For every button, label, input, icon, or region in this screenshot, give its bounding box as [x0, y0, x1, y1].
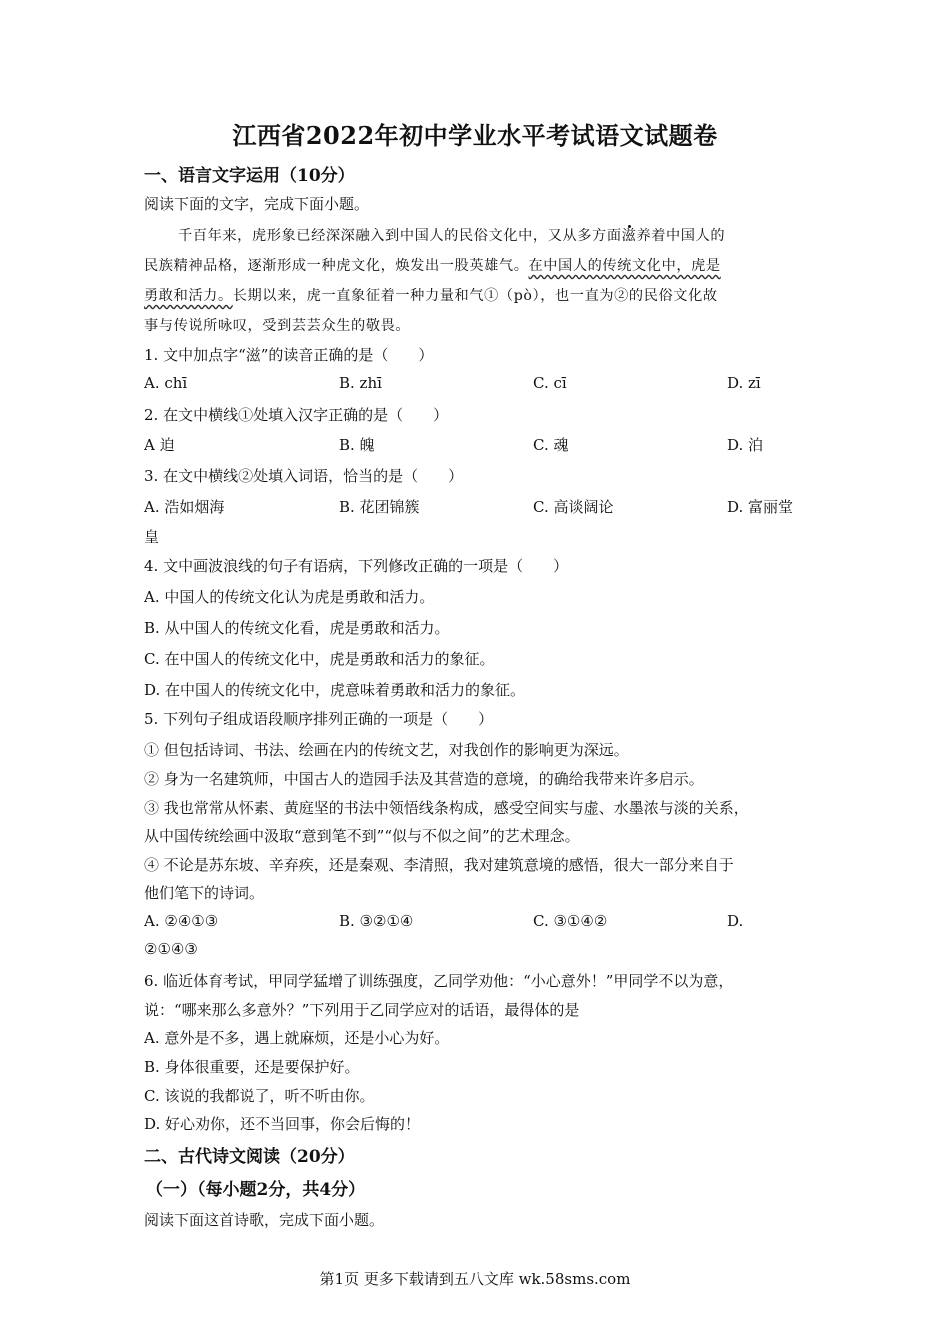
q1-option-a: A. chī — [144, 374, 188, 392]
section2-subheading: （一）（每小题2分，共4分） — [146, 1180, 366, 1200]
passage-text: 长期以来，虎一直象征着一种力量和气①（pò），也一直为②的民俗文化故 — [232, 288, 718, 304]
q2-option-c: C. 魂 — [533, 436, 569, 454]
q2-option-d: D. 泊 — [727, 436, 764, 454]
q5-sentence-3: ③ 我也常常从怀素、黄庭坚的书法中领悟线条构成，感受空间实与虚、水墨浓与淡的关系， — [144, 799, 749, 817]
q5-option-c: C. ③①④② — [533, 912, 608, 930]
q4-option-b: B. 从中国人的传统文化看，虎是勇敢和活力。 — [144, 619, 450, 637]
q4-option-c: C. 在中国人的传统文化中，虎是勇敢和活力的象征。 — [144, 650, 495, 668]
question-1 — [144, 344, 433, 365]
section2-intro: 阅读下面这首诗歌，完成下面小题。 — [144, 1211, 385, 1229]
question-bracket: ） — [433, 406, 449, 424]
question-stem: 5. 下列句子组成语段顺序排列正确的一项是（ — [144, 710, 449, 728]
q4-option-a: A. 中国人的传统文化认为虎是勇敢和活力。 — [144, 588, 435, 606]
q3-option-d-wrap: 皇 — [144, 528, 160, 546]
question-bracket: ） — [553, 557, 569, 575]
page-title: 江西省2022年初中学业水平考试语文试题卷 — [232, 121, 718, 150]
q5-sentence-4: ④ 不论是苏东坡、辛弃疾，还是秦观、李清照，我对建筑意境的感悟，很大一部分来自于 — [144, 856, 734, 874]
q5-option-b: B. ③②①④ — [339, 912, 414, 930]
q1-option-d: D. zī — [727, 374, 761, 392]
passage-text: 千百年来，虎形象已经深深融入到中国人的民俗文化中，又从多方面 — [178, 228, 622, 244]
q5-sentence-1: ① 但包括诗词、书法、绘画在内的传统文艺，对我创作的影响更为深远。 — [144, 741, 629, 759]
q6-option-d: D. 好心劝你，还不当回事，你会后悔的！ — [144, 1115, 421, 1133]
dotted-character: 滋 — [621, 228, 637, 244]
section1-intro: 阅读下面的文字，完成下面小题。 — [144, 195, 370, 213]
q6-option-b: B. 身体很重要，还是要保护好。 — [144, 1058, 360, 1076]
q5-sentence-2: ② 身为一名建筑师，中国古人的造园手法及其营造的意境，的确给我带来许多启示。 — [144, 770, 704, 788]
section2-heading: 二、古代诗文阅读（20分） — [144, 1147, 355, 1167]
q6-option-a: A. 意外是不多，遇上就麻烦，还是小心为好。 — [144, 1029, 450, 1047]
q5-option-d: D. — [727, 912, 744, 930]
q5-option-d-wrap: ②①④③ — [144, 940, 198, 958]
question-stem: 4. 文中画波浪线的句子有语病，下列修改正确的一项是（ — [144, 557, 524, 575]
question-stem: 1. 文中加点字“滋”的读音正确的是（ — [144, 346, 389, 364]
q3-option-d: D. 富丽堂 — [727, 498, 794, 516]
q3-option-b: B. 花团锦簇 — [339, 498, 420, 516]
q1-option-c: C. cī — [533, 374, 567, 392]
page-footer: 第1页 更多下载请到五八文库 wk.58sms.com — [319, 1270, 631, 1288]
section1-heading: 一、语言文字运用（10分） — [144, 166, 355, 186]
q5-option-a: A. ②④①③ — [144, 912, 219, 930]
passage-text: 民族精神品格，逐渐形成一种虎文化，焕发出一股英雄气。 — [144, 258, 529, 274]
question-6-cont: 说：“哪来那么多意外？”下列用于乙同学应对的话语，最得体的是 — [144, 1001, 580, 1019]
q3-option-c: C. 高谈阔论 — [533, 498, 614, 516]
question-stem: 2. 在文中横线①处填入汉字正确的是（ — [144, 406, 404, 424]
passage-line-3 — [144, 285, 718, 305]
wavy-underlined-sentence: 勇敢和活力。 — [144, 288, 233, 304]
q3-option-a: A. 浩如烟海 — [144, 498, 225, 516]
q4-option-d: D. 在中国人的传统文化中，虎意味着勇敢和活力的象征。 — [144, 681, 526, 699]
passage-line-4: 事与传说所咏叹，受到芸芸众生的敬畏。 — [144, 318, 411, 334]
question-bracket: ） — [448, 467, 464, 485]
q2-option-a: A 迫 — [144, 436, 175, 454]
question-stem: 3. 在文中横线②处填入词语，恰当的是（ — [144, 467, 419, 485]
passage-line-1 — [178, 225, 725, 245]
question-2 — [144, 404, 448, 425]
question-bracket: ） — [418, 346, 434, 364]
q5-sentence-3-cont: 从中国传统绘画中汲取“意到笔不到”“似与不似之间”的艺术理念。 — [144, 827, 580, 845]
wavy-underlined-sentence: 在中国人的传统文化中，虎是 — [528, 258, 721, 274]
question-5 — [144, 708, 493, 729]
passage-line-2 — [144, 255, 721, 275]
q1-option-b: B. zhī — [339, 374, 382, 392]
q5-sentence-4-cont: 他们笔下的诗词。 — [144, 884, 265, 902]
question-3 — [144, 465, 463, 486]
question-6: 6. 临近体育考试，甲同学猛增了训练强度，乙同学劝他：“小心意外！”甲同学不以为意， — [144, 972, 734, 990]
passage-text: 养着中国人的 — [636, 228, 726, 244]
q2-option-b: B. 魄 — [339, 436, 375, 454]
q6-option-c: C. 该说的我都说了，听不听由你。 — [144, 1087, 375, 1105]
question-4 — [144, 555, 568, 576]
question-bracket: ） — [478, 710, 494, 728]
